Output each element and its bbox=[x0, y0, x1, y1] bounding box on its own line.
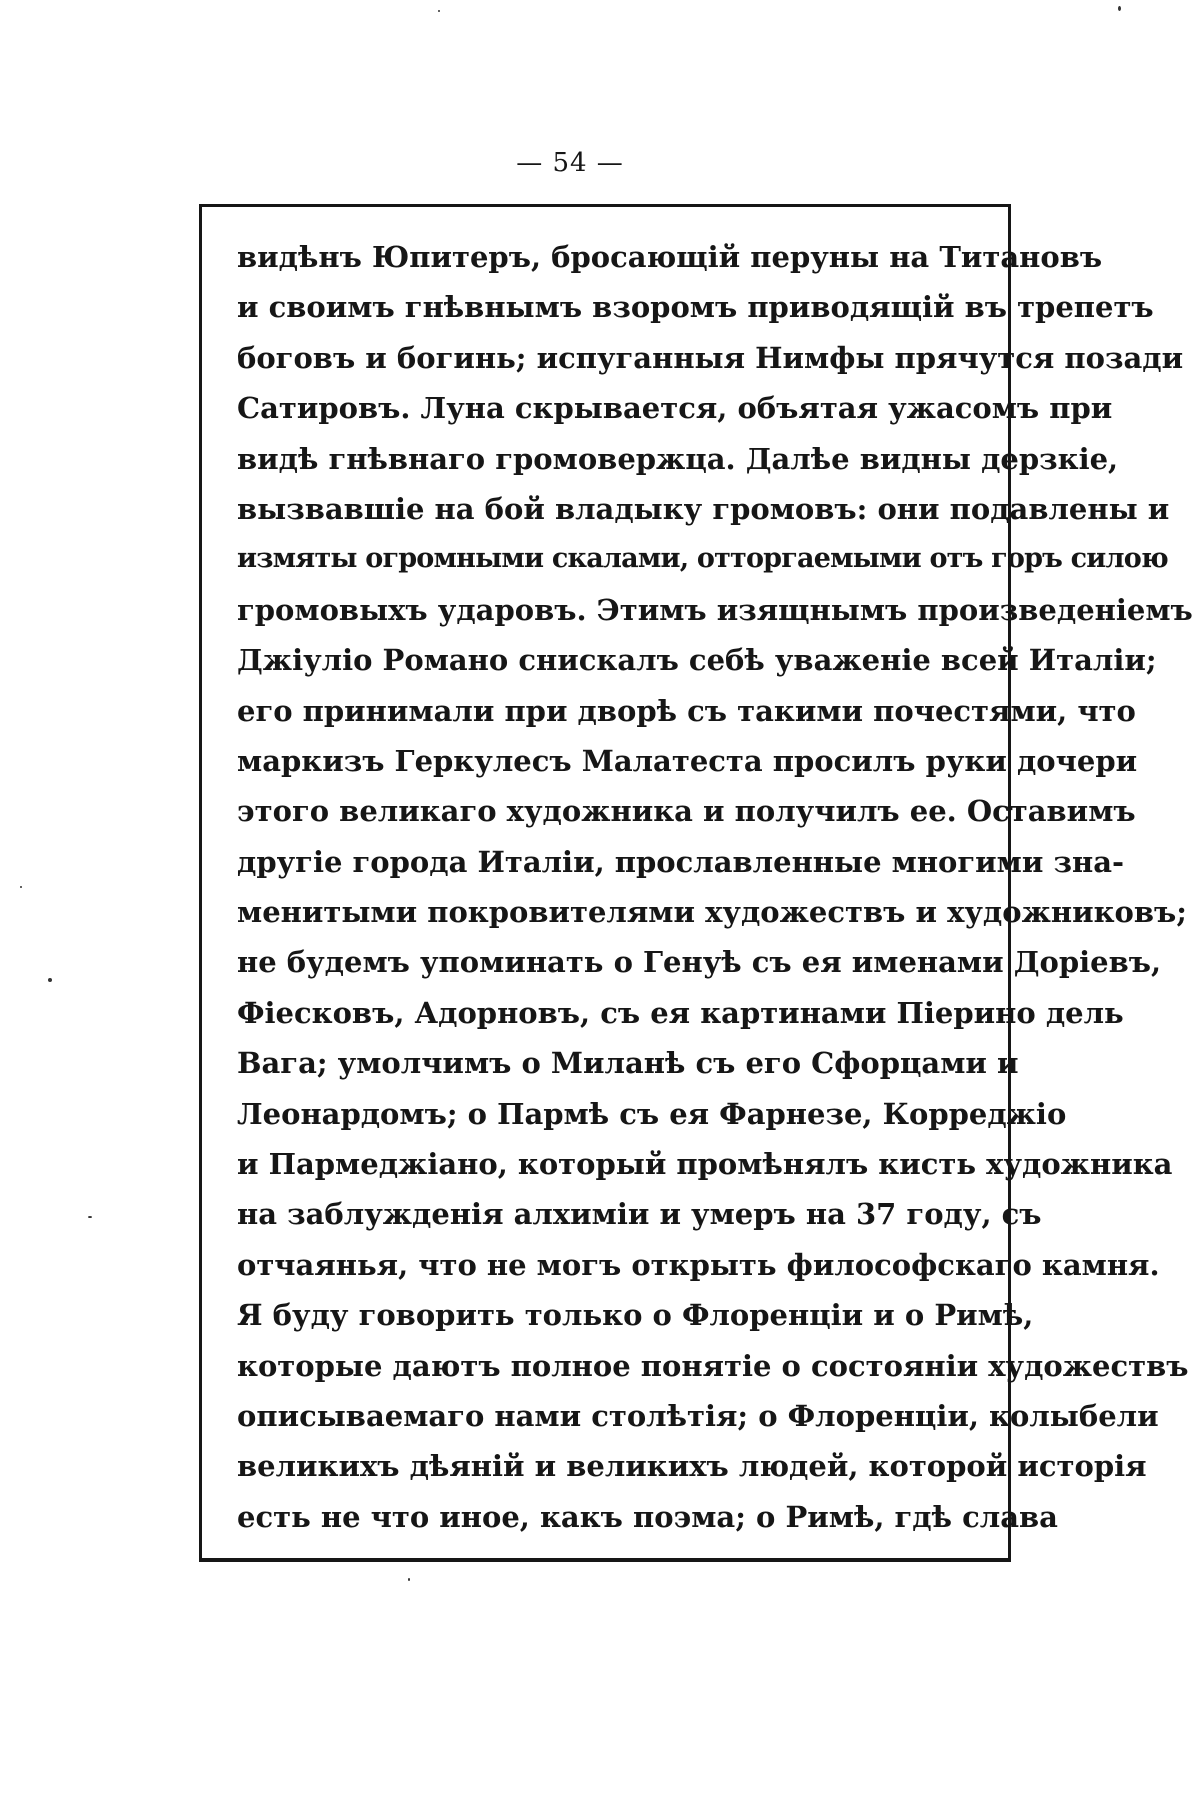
text-line: великихъ дѣяній и великихъ людей, которой исторія bbox=[237, 1449, 1147, 1484]
body-text bbox=[237, 232, 1193, 1542]
scan-speck bbox=[88, 1216, 92, 1218]
text-line: Вага; умолчимъ о Миланѣ съ его Сфорцами и bbox=[237, 1046, 1019, 1081]
scan-speck bbox=[20, 886, 22, 888]
scan-speck bbox=[48, 978, 52, 982]
text-line: этого великаго художника и получилъ ее. Оставимъ bbox=[237, 794, 1136, 829]
text-line: на заблужденія алхиміи и умеръ на 37 году, съ bbox=[237, 1197, 1042, 1232]
text-line: отчаянья, что не могъ открыть философскаго камня. bbox=[237, 1247, 1160, 1282]
text-line: маркизъ Геркулесъ Малатеста просилъ руки дочери bbox=[237, 743, 1138, 778]
text-line: описываемаго нами столѣтія; о Флоренціи, колыбели bbox=[237, 1398, 1159, 1433]
text-line: видѣ гнѣвнаго громовержца. Далѣе видны дерзкіе, bbox=[237, 441, 1119, 476]
text-line: есть не что иное, какъ поэма; о Римѣ, гдѣ слава bbox=[237, 1499, 1058, 1534]
text-line: Я буду говорить только о Флоренціи и о Римѣ, bbox=[237, 1298, 1034, 1333]
text-line: боговъ и богинь; испуганныя Нимфы прячутся позади bbox=[237, 340, 1184, 375]
text-line: другіе города Италіи, прославленные многими зна- bbox=[237, 844, 1125, 879]
text-line: его принимали при дворѣ съ такими почестями, что bbox=[237, 693, 1136, 728]
text-line: Фіесковъ, Адорновъ, съ ея картинами Піерино дель bbox=[237, 995, 1124, 1030]
scan-speck bbox=[1118, 6, 1121, 11]
scan-speck bbox=[408, 1578, 410, 1581]
text-line: громовыхъ ударовъ. Этимъ изящнымъ произведеніемъ bbox=[237, 592, 1193, 627]
text-line: Леонардомъ; о Пармѣ съ ея Фарнезе, Корреджіо bbox=[237, 1096, 1067, 1131]
text-line: вызвавшіе на бой владыку громовъ: они подавлены и bbox=[237, 491, 1170, 526]
text-line: и своимъ гнѣвнымъ взоромъ приводящій въ трепетъ bbox=[237, 290, 1154, 325]
page-number: — 54 — bbox=[516, 148, 624, 178]
scan-speck bbox=[438, 10, 440, 12]
text-line: измяты огромными скалами, отторгаемыми отъ горъ силою bbox=[237, 543, 1168, 575]
text-line: Сатировъ. Луна скрывается, объятая ужасомъ при bbox=[237, 391, 1113, 426]
text-line: не будемъ упоминать о Генуѣ съ ея именами Доріевъ, bbox=[237, 945, 1162, 980]
text-line: видѣнъ Юпитеръ, бросающій перуны на Титановъ bbox=[237, 240, 1103, 274]
text-line: которые даютъ полное понятіе о состояніи художествъ bbox=[237, 1348, 1189, 1383]
text-line: Джіуліо Романо снискалъ себѣ уваженіе всей Италіи; bbox=[237, 643, 1157, 678]
text-line: и Пармеджіано, который промѣнялъ кисть художника bbox=[237, 1147, 1173, 1182]
text-line: менитыми покровителями художествъ и художниковъ; bbox=[237, 895, 1188, 930]
